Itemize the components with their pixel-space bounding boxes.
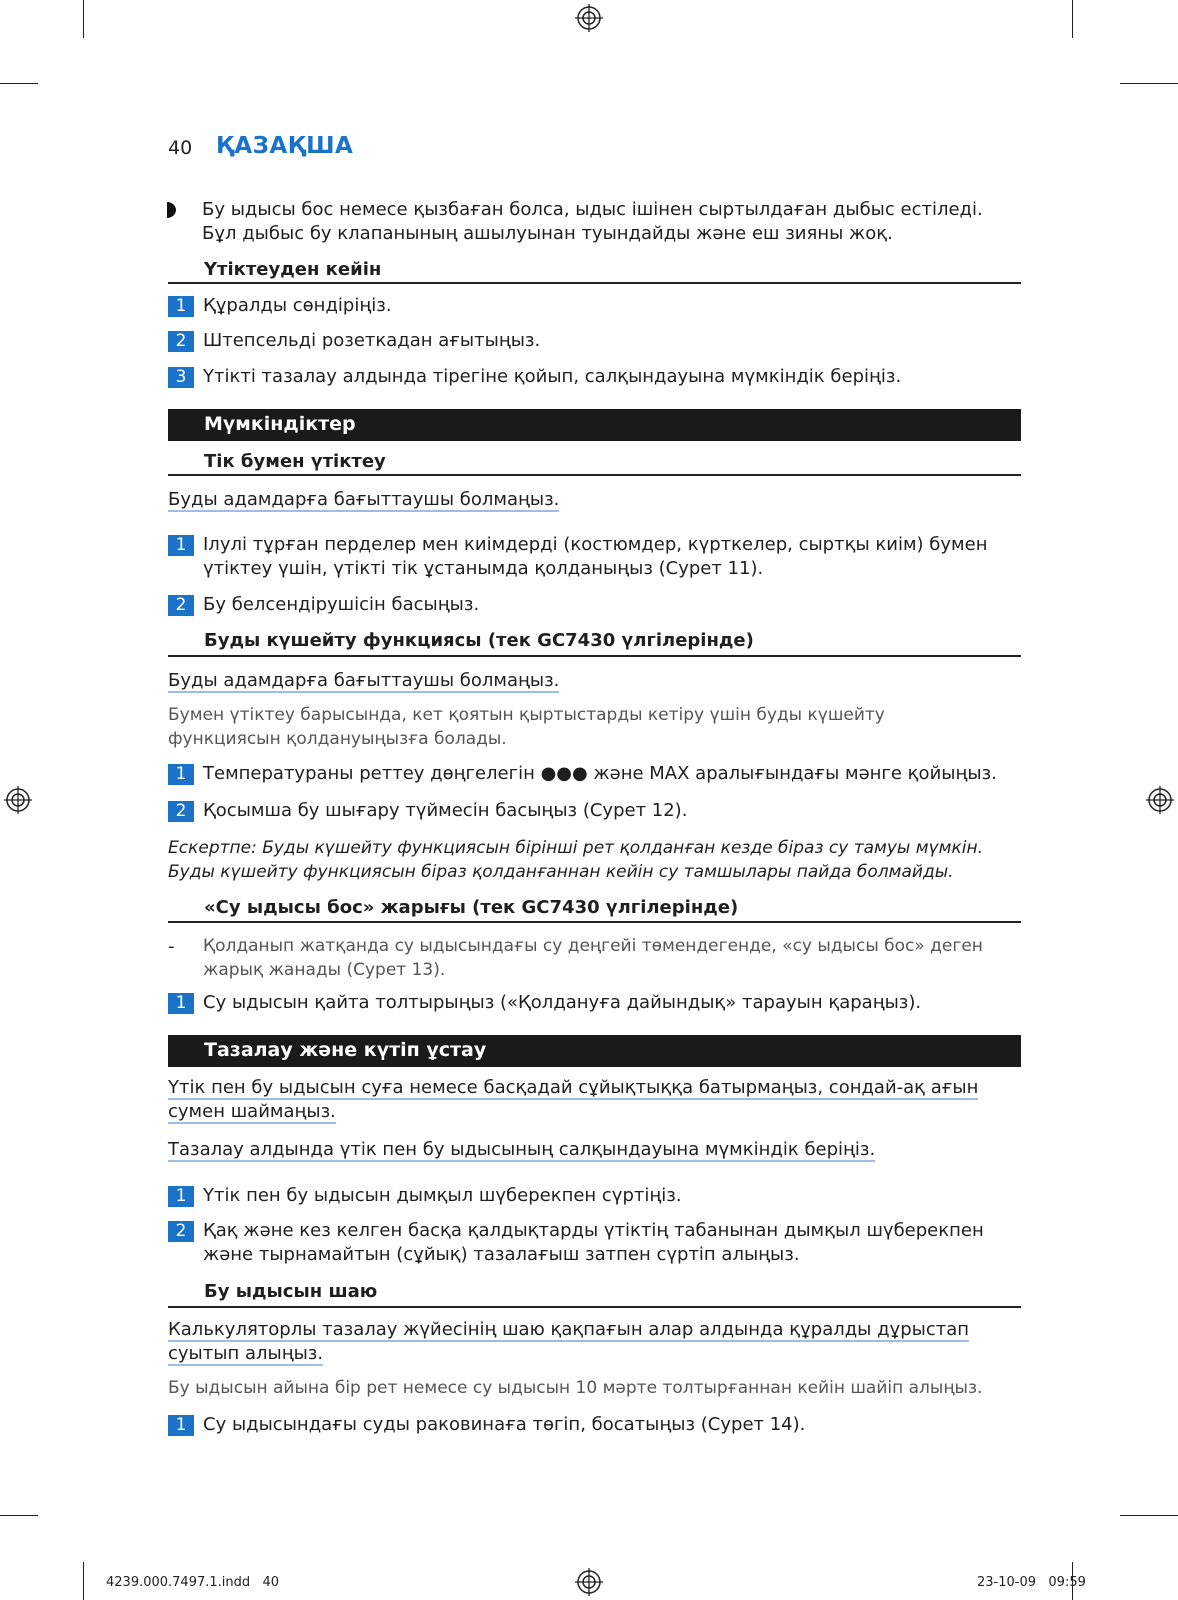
step-number: 1 [168,296,194,317]
section-heading-rinse: Бу ыдысын шаю [204,1281,378,1302]
registration-mark-icon [4,786,32,814]
filled-half-circle-icon [166,202,176,218]
step-number: 1 [168,1415,194,1436]
paragraph-text: Бумен үтіктеу барысында, кет қоятын қыртыстарды кетіру үшін буды күшейту функциясын қолдануыңызға болады. [168,705,885,749]
warning-text: Калькуляторлы тазалау жүйесінің шаю қақпағын алар алдында құралды дұрыстап суытып алыңыз. [168,1319,970,1364]
heading-rule [168,1306,1021,1308]
warning-text: Үтік пен бу ыдысын суға немесе басқадай сұйықтыққа батырмаңыз, сондай-ақ ағын сумен шаймаңыз. [168,1077,979,1122]
step-text: Бу белсендірушісін басыңыз. [203,594,480,615]
band-title: Мүмкіндіктер [204,413,356,435]
crop-mark [1120,83,1178,84]
page-number: 40 [168,137,193,159]
step-text: Үтік пен бу ыдысын дымқыл шүберекпен сүртіңіз. [203,1185,682,1206]
footer-date: 23-10-09 09:59 [977,1575,1086,1590]
dash-bullet: - [168,936,175,957]
warning-text: Буды адамдарға бағыттаушы болмаңыз. [168,670,560,691]
heading-rule [168,474,1021,476]
section-heading-steam-boost: Буды күшейту функциясы (тек GC7430 үлгілерінде) [204,630,754,651]
paragraph-text: Қолданып жатқанда су ыдысындағы су деңгейі төмендегенде, «су ыдысы бос» деген жарық жанады (Сурет 13). [203,936,983,980]
step-number: 2 [168,1221,194,1242]
step-text: Ілулі тұрған перделер мен киімдерді (костюмдер, күрткелер, сыртқы киім) бумен үтіктеу үшін, үтікті тік ұстанымда қолданыңыз (Сурет 11). [203,534,988,579]
crop-mark [0,83,38,84]
crop-mark [83,0,84,38]
section-band-cleaning [168,1035,1021,1067]
warning-text: Тазалау алдында үтік пен бу ыдысының салқындауына мүмкіндік беріңіз. [168,1139,876,1160]
step-number: 1 [168,764,194,785]
step-number: 1 [168,535,194,556]
section-heading-empty-light: «Су ыдысы бос» жарығы (тек GC7430 үлгілерінде) [204,897,739,918]
step-number: 2 [168,331,194,352]
heading-rule [168,921,1021,923]
note-text: Ескертпе: Буды күшейту функциясын бірінші рет қолданған кезде біраз су тамуы мүмкін. Буды күшейту функциясын біраз қолданғаннан кейін су тамшылары пайда болмайды. [168,838,983,882]
step-text: Қосымша бу шығару түймесін басыңыз (Сурет 12). [203,800,688,821]
step-text: Құралды сөндіріңіз. [203,295,392,316]
section-band-features [168,409,1021,441]
step-text: Үтікті тазалау алдында тірегіне қойып, салқындауына мүмкіндік беріңіз. [203,366,902,387]
registration-mark-icon [575,4,603,32]
band-title: Тазалау және күтіп ұстау [204,1039,487,1061]
section-heading-after-ironing: Үтіктеуден кейін [204,259,382,280]
heading-rule [168,282,1021,284]
crop-mark [0,1515,38,1516]
step-number: 3 [168,367,194,388]
step-text: Температураны реттеу дөңгелегін ●●● және MAX аралығындағы мәнге қойыңыз. [203,763,997,784]
step-number: 2 [168,595,194,616]
section-heading-vertical-steam: Тік бумен үтіктеу [204,451,386,472]
footer-file-info: 4239.000.7497.1.indd 40 [106,1575,280,1590]
paragraph-text: Бу ыдысын айына бір рет немесе су ыдысын 10 мәрте толтырғаннан кейін шайіп алыңыз. [168,1378,983,1398]
heading-rule [168,655,1021,657]
warning-text: Буды адамдарға бағыттаушы болмаңыз. [168,489,560,510]
step-number: 1 [168,1186,194,1207]
step-number: 1 [168,993,194,1014]
step-text: Су ыдысын қайта толтырыңыз («Қолдануға дайындық» тарауын қараңыз). [203,992,922,1013]
crop-mark [1072,0,1073,38]
registration-mark-icon [1146,786,1174,814]
step-text: Су ыдысындағы суды раковинаға төгіп, босатыңыз (Сурет 14). [203,1414,806,1435]
registration-mark-icon [575,1568,603,1596]
step-text: Штепсельді розеткадан ағытыңыз. [203,330,541,351]
page-title: ҚАЗАҚША [216,133,354,159]
step-number: 2 [168,801,194,822]
crop-mark [1120,1515,1178,1516]
crop-mark [83,1562,84,1600]
intro-text: Бу ыдысы бос немесе қызбаған болса, ыдыс ішінен сыртылдаған дыбыс естіледі. Бұл дыбыс бу клапанының ашылуынан туындайды және еш зияны жоқ. [202,199,983,244]
step-text: Қақ және кез келген басқа қалдықтарды үтіктің табанынан дымқыл шүберекпен және тырнамайтын (сұйық) тазалағыш затпен сүртіп алыңыз. [203,1220,984,1265]
